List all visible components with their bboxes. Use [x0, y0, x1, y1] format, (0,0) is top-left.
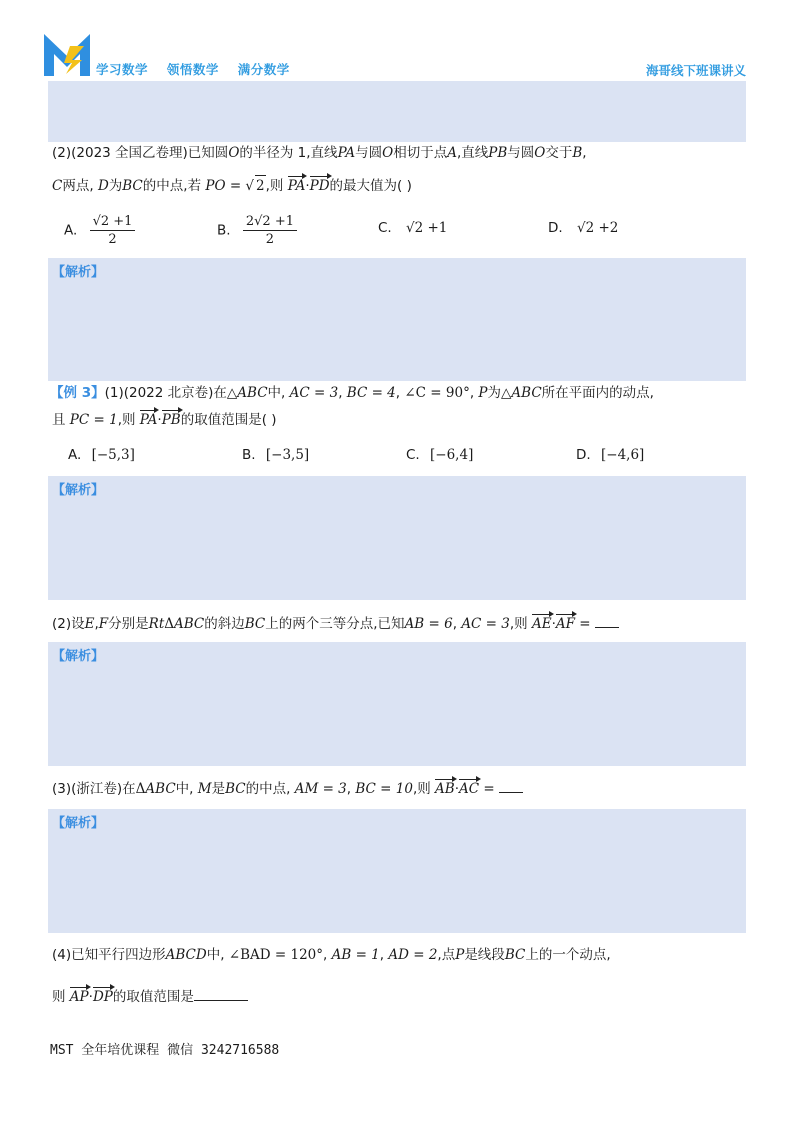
question-3-line: (3)(浙江卷)在ΔABC中, M是BC的中点, AM = 3, BC = 10,则 AB·AC =: [52, 779, 523, 799]
slogan-2: 领悟数学: [166, 62, 219, 77]
option-d[interactable]: D. √2 +2: [548, 220, 619, 236]
option-c[interactable]: C. √2 +1: [378, 220, 448, 236]
question-4-line1: (4)已知平行四边形ABCD中, ∠BAD = 120°, AB = 1, AD = 2,点P是线段BC上的一个动点,: [52, 947, 611, 963]
example3-tag: 【例 3】: [50, 385, 105, 401]
question-2-line: (2)设E,F分别是RtΔABC的斜边BC上的两个三等分点,已知AB = 6, AC = 3,则 AE·AF =: [52, 614, 619, 634]
answer-box-2: [48, 476, 746, 600]
jiexi-label: 【解析】: [52, 483, 105, 498]
header-slogans: [96, 60, 304, 78]
answer-box-1: [48, 258, 746, 381]
answer-box-top: [48, 81, 746, 142]
footer-text: MST 全年培优课程 微信 3242716588: [50, 1043, 280, 1058]
answer-box-4: [48, 809, 746, 933]
logo: [42, 30, 92, 78]
question-2023-line1: (2)(2023 全国乙卷理)已知圆O的半径为 1,直线PA与圆O相切于点A,直线PB与圆O交于B,: [52, 145, 587, 161]
answer-box-3: [48, 642, 746, 766]
question-4-line2: 则 AP·DP的取值范围是: [52, 987, 248, 1007]
option-b[interactable]: B. $\frac{2√2 +1}{2}$: [217, 213, 297, 248]
header-title: 海哥线下班课讲义: [645, 63, 746, 78]
ex3-option-a[interactable]: A. [−5,3]: [68, 447, 135, 463]
slogan-3: 满分数学: [237, 62, 290, 77]
question-2023-line2: C两点, D为BC的中点,若 PO = √ 2,则 PA·PD的最大值为( ): [52, 175, 412, 196]
jiexi-label: 【解析】: [52, 816, 105, 831]
ex3-option-c[interactable]: C. [−6,4]: [406, 447, 474, 463]
ex3-option-d[interactable]: D. [−4,6]: [576, 447, 645, 463]
example3-line2: 且 PC = 1,则 PA·PB的取值范围是( ): [52, 412, 277, 428]
jiexi-label: 【解析】: [52, 649, 105, 664]
option-a[interactable]: A. $\frac{√2 +1}{2}$: [64, 213, 135, 248]
example3-line1: 【例 3】(1)(2022 北京卷)在△ABC中, AC = 3, BC = 4, ∠C = 90°, P为△ABC所在平面内的动点,: [50, 385, 654, 401]
jiexi-label: 【解析】: [52, 265, 105, 280]
ex3-option-b[interactable]: B. [−3,5]: [242, 447, 310, 463]
slogan-1: 学习数学: [96, 62, 149, 77]
logo-icon: [42, 30, 92, 78]
